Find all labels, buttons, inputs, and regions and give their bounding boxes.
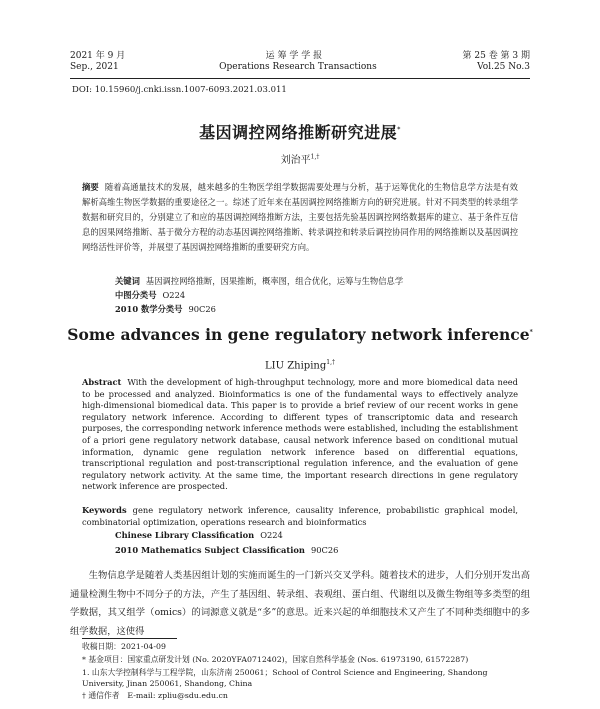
cn-title xyxy=(0,120,600,143)
header-journal-cn: 运 筹 学 学 报 xyxy=(265,51,323,61)
cn-author-name: 刘治平 xyxy=(280,155,311,166)
footnote-rule xyxy=(82,638,177,639)
footnote-fund: * 基金项目：国家重点研发计划 (No. 2020YFA0712402)，国家自然科学基金 (Nos. 61973190, 61572287) xyxy=(82,655,469,664)
en-title-text: Some advances in gene regulatory network inference xyxy=(67,325,530,344)
en-keywords-label: Keywords xyxy=(82,505,127,515)
cn-keywords-label: 关键词 xyxy=(115,276,140,286)
cn-abstract xyxy=(82,180,518,255)
en-clc xyxy=(115,530,283,540)
cn-title-text: 基因调控网络推断研究进展 xyxy=(199,123,398,142)
header-volume-en: Vol.25 No.3 xyxy=(477,62,530,72)
header-journal-en: Operations Research Transactions xyxy=(219,62,377,72)
footnote-affiliation: 1. 山东大学控制科学与工程学院，山东济南 250061；School of Control Science and Engineering, Shandong University, Jinan 250061, Shandong, China xyxy=(82,668,488,688)
header-volume-cn: 第 25 卷 第 3 期 xyxy=(462,51,530,61)
en-keywords xyxy=(82,505,518,528)
en-title xyxy=(0,325,600,344)
cn-author xyxy=(0,151,600,166)
cn-clc-value: O224 xyxy=(162,290,186,300)
en-msc xyxy=(115,545,338,555)
running-header-en xyxy=(70,62,530,72)
en-title-mark: * xyxy=(529,328,533,336)
en-clc-value: O224 xyxy=(260,530,283,540)
en-author-mark: 1,† xyxy=(326,359,335,366)
footnote-received: 收稿日期：2021-04-09 xyxy=(82,642,166,651)
cn-abstract-text: 随着高通量技术的发展，越来越多的生物医学组学数据需要处理与分析，基于运筹优化的生物信息学方法是有效解析高维生物医学数据的重要途径之一。综述了近年来在基因调控网络推断方向的研究进展。针对不同类型的转录组学数据和研究目的，分别建立了和应的基因调控网络推断方法，主要包括先验基因调控网络数据库的建立、基于条件互信息的因果网络推断、基于微分方程的动态基因调控网络推断、转录调控和转录后调控协同作用的网络推断以及基因调控网络活性评价等，并展望了基因调控网络推断的重要研究方向。 xyxy=(82,182,518,252)
cn-clc-label: 中图分类号 xyxy=(115,290,157,300)
doi[interactable]: DOI: 10.15960/j.cnki.issn.1007-6093.2021.03.011 xyxy=(72,85,287,95)
cn-abstract-label: 摘要 xyxy=(82,182,99,192)
en-abstract xyxy=(82,377,518,493)
en-abstract-label: Abstract xyxy=(82,377,122,387)
en-abstract-text: With the development of high-throughput technology, more and more biomedical data need to be processed and analyzed. Bioinformatics is one of the fundamental ways to effectively analyze high-dimensional biomedical data. This paper is to provide a brief review of our recent works in gene regulatory network inference. According to different types of transcriptomic data and research purposes, the corresponding network inference methods were established, including the establishment of a priori gene regulatory network database, causal network inference based on conditional mutual information, dynamic gene regulation network inference based on differential equations, transcriptional regulation and post-transcriptional regulation inference, and the evaluation of gene regulatory network activity. At the same time, the important research directions in gene regulatory network inference are prospected. xyxy=(82,377,518,492)
header-rule xyxy=(70,78,530,79)
running-header-cn xyxy=(70,48,530,61)
en-keywords-text: gene regulatory network inference, causality inference, probabilistic graphical model, combinatorial optimization, operations research and bioinformatics xyxy=(82,505,518,527)
footnote-corresponding: † 通信作者 E-mail: zpliu@sdu.edu.cn xyxy=(82,691,228,700)
cn-msc-label: 2010 数学分类号 xyxy=(115,304,183,314)
en-msc-label: 2010 Mathematics Subject Classification xyxy=(115,545,305,555)
en-author xyxy=(0,359,600,371)
cn-title-mark: * xyxy=(397,126,401,134)
header-date-cn: 2021 年 9 月 xyxy=(70,51,126,61)
cn-msc-value: 90C26 xyxy=(188,304,216,314)
en-clc-label: Chinese Library Classification xyxy=(115,530,255,540)
cn-keywords-text: 基因调控网络推断，因果推断，概率图，组合优化，运筹与生物信息学 xyxy=(145,276,404,286)
cn-author-mark: 1,† xyxy=(310,153,320,161)
cn-msc xyxy=(115,303,216,315)
cn-clc xyxy=(115,289,185,301)
body-paragraph: 生物信息学是随着人类基因组计划的实施而诞生的一门新兴交叉学科。随着技术的进步，人们分别开发出高通量检测生物中不同分子的方法，产生了基因组、转录组、表观组、蛋白组、代谢组以及微生物组等多类型的组学数据，其又组学（omics）的词源意义就是“多”的意思。近来兴起的单细胞技术又产生了不同种类细胞中的多组学数据，这使得 xyxy=(70,570,530,637)
cn-keywords xyxy=(115,275,403,287)
en-msc-value: 90C26 xyxy=(310,545,339,555)
header-date-en: Sep., 2021 xyxy=(70,62,119,72)
en-author-name: LIU Zhiping xyxy=(265,360,327,372)
